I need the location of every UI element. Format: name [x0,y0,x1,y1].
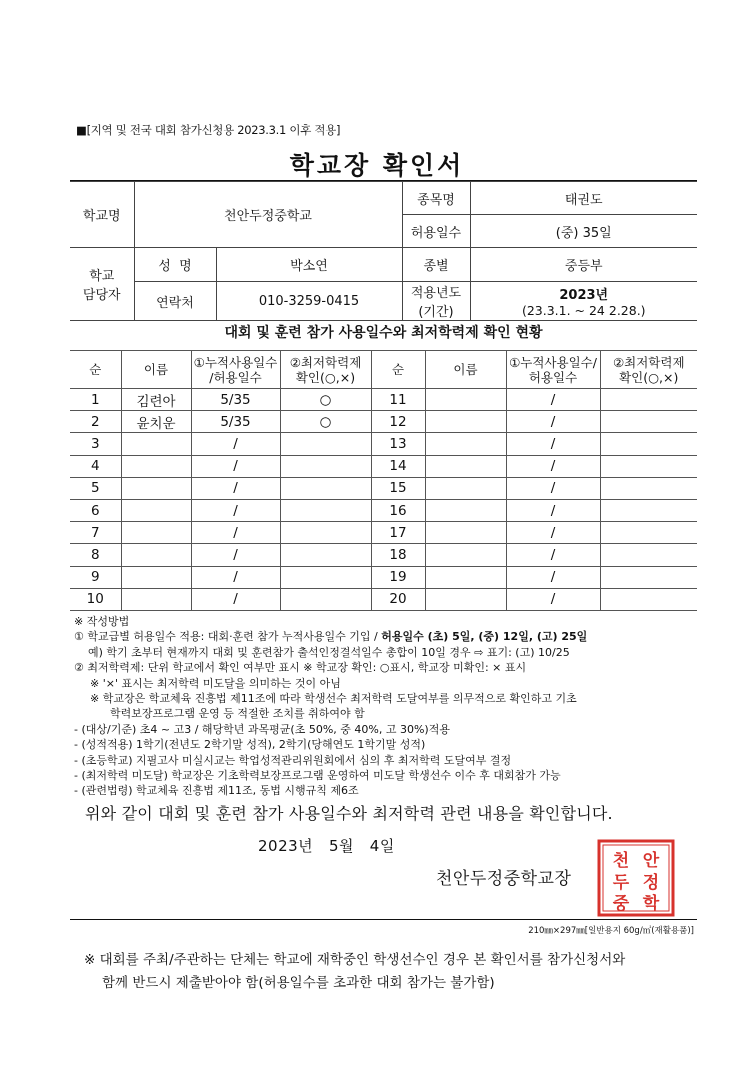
apply-year-label-line1: 적용년도 [410,286,462,301]
name-label: 성 명 [134,248,216,282]
manager-label [70,248,134,321]
used-days: / [506,389,600,411]
instructions-heading: ※ 작성방법 [74,615,130,628]
table-row [70,389,697,411]
row-number: 9 [70,566,121,588]
detail-2: - (성적적용) 1학기(전년도 2학기말 성적), 2학기(당해연도 1학기말 성적) [74,738,426,752]
detail-5: - (관련법령) 학교체육 진흥법 제11조, 동법 시행규칙 제6조 [74,784,359,798]
min-academic-check [600,411,697,433]
svg-text:두: 두 [612,873,630,893]
athlete-name [425,566,506,588]
athlete-name [425,455,506,477]
athlete-name [121,566,191,588]
table-row [70,455,697,477]
used-days: / [506,411,600,433]
col-name: 이름 [121,351,191,389]
page-title: 학교장 확인서 [289,151,465,180]
row-number: 19 [371,566,425,588]
row-number: 5 [70,477,121,499]
instruction-1 [74,629,704,644]
contact-value: 010-3259-0415 [216,282,402,321]
contact-label: 연락처 [134,282,216,321]
min-academic-check [600,455,697,477]
svg-text:안: 안 [642,851,660,871]
svg-text:중: 중 [612,894,630,914]
roster-body [70,389,697,611]
allowed-days-label: 허용일수 [402,215,470,248]
roster-table [70,350,697,611]
manager-label-line2: 담당자 [82,288,121,303]
instructions [74,614,704,799]
used-days: / [506,477,600,499]
instruction-2-note-1: ※ '×' 표시는 최저학력 미도달을 의미하는 것이 아님 [90,676,341,690]
row-number: 13 [371,433,425,455]
col-days-right-line2: 허용일수 [528,369,578,385]
table-row [70,499,697,521]
instruction-1-text: ① 학교급별 허용일수 적용: 대회·훈련 참가 누적사용일수 기입 / [74,630,382,644]
min-academic-check [600,566,697,588]
used-days: / [506,522,600,544]
col-min-right-line2: 확인(○,×) [619,369,679,385]
athlete-name [121,522,191,544]
used-days: / [506,544,600,566]
detail-1: - (대상/기준) 초4 ~ 고3 / 해당학년 과목평균(초 50%, 중 40%, 고 30%)적용 [74,722,450,736]
min-academic-check: ○ [280,389,371,411]
used-days: / [506,433,600,455]
category-label: 종별 [402,248,470,282]
category-value: 중등부 [470,248,697,282]
issue-date: 2023년 5월 4일 [258,837,395,855]
used-days: / [191,455,280,477]
bottom-note-line2: 함께 반드시 제출받아야 함(허용일수를 초과한 대회 참가는 불가함) [102,975,495,991]
confirm-statement: 위와 같이 대회 및 훈련 참가 사용일수와 최저학력 관련 내용을 확인합니다. [85,804,613,823]
min-academic-check [600,522,697,544]
apply-year-value [470,282,697,321]
athlete-name [425,522,506,544]
athlete-name [425,411,506,433]
table-row [70,566,697,588]
instruction-1-example: 예) 학기 초부터 현재까지 대회 및 훈련참가 출석인정결석일수 총합이 10일 경우 ⇨ 표기: (고) 10/25 [74,645,570,659]
school-label: 학교명 [70,182,134,248]
svg-text:학: 학 [642,894,660,914]
paper-spec: 210㎜×297㎜[일반용지 60g/㎡(재활용품)] [528,926,694,936]
col-min-line2: 확인(○,×) [295,369,356,385]
detail-4: - (최저학력 미도달) 학교장은 기초학력보장프로그램 운영하여 미도달 학생선수 이수 후 대회참가 가능 [74,769,561,783]
athlete-name [425,433,506,455]
roster-subtitle: 대회 및 훈련 참가 사용일수와 최저학력제 확인 현황 [224,325,543,341]
apply-year: 2023년 [559,288,609,303]
min-academic-check [600,588,697,610]
row-number: 1 [70,389,121,411]
used-days: / [191,544,280,566]
bottom-note-line1: ※ 대회를 주최/주관하는 단체는 학교에 재학중인 학생선수인 경우 본 확인서를 참가신청서와 [84,952,626,968]
detail-3: - (초등학교) 지필고사 미실시교는 학업성적관리위원회에서 심의 후 최저학력 도달여부 결정 [74,753,512,767]
instruction-2: ② 최저학력제: 단위 학교에서 확인 여부만 표시 ※ 학교장 확인: ○표시, 학교장 미확인: × 표시 [74,661,527,675]
table-row [70,544,697,566]
athlete-name [425,499,506,521]
col-min [280,351,371,389]
used-days: / [506,588,600,610]
used-days: / [506,455,600,477]
bottom-note [84,949,625,995]
instruction-1-bold: 허용일수 (초) 5일, (중) 12일, (고) 25일 [381,630,588,644]
row-number: 12 [371,411,425,433]
col-num-right: 순 [371,351,425,389]
manager-label-line1: 학교 [89,269,115,284]
used-days: / [191,499,280,521]
min-academic-check [280,433,371,455]
min-academic-check [280,455,371,477]
bottom-rule [70,919,697,920]
header-note: ■[지역 및 전국 대회 참가신청용 2023.3.1 이후 적용] [76,123,341,137]
school-info-table [70,181,697,321]
used-days: / [191,588,280,610]
min-academic-check [600,499,697,521]
col-days-right [506,351,600,389]
instruction-2-note-3: 학력보장프로그램 운영 등 적절한 조치를 취하여야 함 [110,707,365,721]
row-number: 2 [70,411,121,433]
min-academic-check [280,499,371,521]
row-number: 3 [70,433,121,455]
min-academic-check [280,544,371,566]
col-days-line1: ①누적사용일수 [193,354,278,370]
school-value: 천안두정중학교 [134,182,402,248]
row-number: 6 [70,499,121,521]
principal-name: 천안두정중학교장 [436,869,572,889]
row-number: 16 [371,499,425,521]
table-row [70,588,697,610]
athlete-name [425,389,506,411]
row-number: 17 [371,522,425,544]
min-academic-check [280,588,371,610]
athlete-name: 윤치운 [121,411,191,433]
table-row [70,522,697,544]
min-academic-check [600,433,697,455]
event-label: 종목명 [402,182,470,215]
row-number: 20 [371,588,425,610]
athlete-name [121,588,191,610]
athlete-name [425,588,506,610]
col-num: 순 [70,351,121,389]
row-number: 15 [371,477,425,499]
row-number: 18 [371,544,425,566]
used-days: / [191,522,280,544]
apply-year-label [402,282,470,321]
col-min-right-line1: ②최저학력제 [612,354,685,370]
apply-year-label-line2: (기간) [418,305,454,320]
col-name-right: 이름 [425,351,506,389]
used-days: / [191,566,280,588]
col-days [191,351,280,389]
used-days: / [191,433,280,455]
athlete-name [425,544,506,566]
used-days: / [191,477,280,499]
roster-header-row [70,351,697,389]
col-days-line2: /허용일수 [209,369,262,385]
svg-text:천: 천 [612,851,630,871]
used-days: 5/35 [191,411,280,433]
svg-text:정: 정 [642,873,660,893]
min-academic-check [600,477,697,499]
col-min-right [600,351,697,389]
table-row [70,433,697,455]
name-value: 박소연 [216,248,402,282]
col-min-line1: ②최저학력제 [289,354,362,370]
table-row [70,477,697,499]
table-row [70,411,697,433]
athlete-name [121,544,191,566]
instruction-2-note-2: ※ 학교장은 학교체육 진흥법 제11조에 따라 학생선수 최저학력 도달여부를 의무적으로 확인하고 기초 [90,692,577,706]
row-number: 10 [70,588,121,610]
col-days-right-line1: ①누적사용일수/ [509,354,597,370]
allowed-days-value: (중) 35일 [470,215,697,248]
row-number: 4 [70,455,121,477]
used-days: 5/35 [191,389,280,411]
athlete-name [121,455,191,477]
row-number: 11 [371,389,425,411]
athlete-name [121,499,191,521]
min-academic-check [280,522,371,544]
athlete-name: 김련아 [121,389,191,411]
athlete-name [425,477,506,499]
apply-period: (23.3.1. ~ 24 2.28.) [521,303,646,318]
event-value: 태권도 [470,182,697,215]
athlete-name [121,433,191,455]
row-number: 14 [371,455,425,477]
row-number: 7 [70,522,121,544]
used-days: / [506,566,600,588]
min-academic-check: ○ [280,411,371,433]
min-academic-check [280,477,371,499]
used-days: / [506,499,600,521]
row-number: 8 [70,544,121,566]
athlete-name [121,477,191,499]
min-academic-check [600,389,697,411]
min-academic-check [600,544,697,566]
official-seal [596,838,676,918]
min-academic-check [280,566,371,588]
